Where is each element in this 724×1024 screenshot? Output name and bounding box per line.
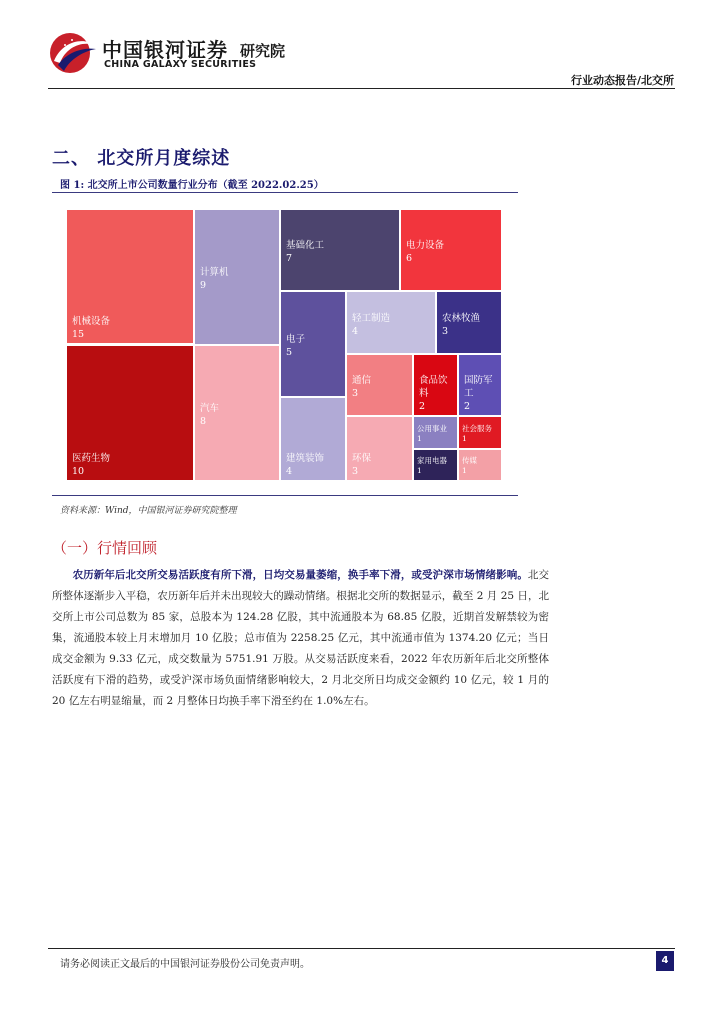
treemap-tile-label xyxy=(406,239,444,265)
treemap-tile xyxy=(280,397,346,481)
treemap-tile-name: 农林牧渔 xyxy=(442,312,481,324)
treemap-tile xyxy=(346,291,436,354)
treemap-tile-value: 1 xyxy=(417,466,422,475)
treemap-tile xyxy=(458,354,502,416)
treemap-tile-name: 建筑装饰 xyxy=(286,453,325,464)
company-name-en: CHINA GALAXY SECURITIES xyxy=(104,59,257,70)
galaxy-logo-icon xyxy=(48,31,98,75)
market-review-paragraph xyxy=(52,565,549,712)
treemap-tile-name: 电力设备 xyxy=(406,240,445,251)
treemap-tile-label xyxy=(200,266,229,292)
section-title: 二、 北交所月度综述 xyxy=(52,148,231,169)
treemap-tile-value: 4 xyxy=(286,466,293,477)
treemap-tile xyxy=(413,416,458,449)
treemap-tile-value: 15 xyxy=(72,329,85,340)
treemap-tile-value: 3 xyxy=(442,325,449,337)
treemap-tile-value: 1 xyxy=(417,433,422,443)
treemap-tile xyxy=(194,209,280,345)
treemap-tile xyxy=(413,449,458,481)
paragraph-lead: 农历新年后北交所交易活跃度有所下滑，日均交易量萎缩，换手率下滑，或受沪深市场情绪影响。 xyxy=(72,569,528,581)
treemap-tile-value: 2 xyxy=(464,401,471,412)
treemap-tile-name: 计算机 xyxy=(200,267,229,278)
treemap-tile-name: 通信 xyxy=(352,375,372,386)
treemap-tile xyxy=(458,416,502,449)
treemap-tile xyxy=(346,416,413,481)
page-number: 4 xyxy=(656,951,674,971)
treemap-tile-name: 传媒 xyxy=(462,456,477,465)
treemap-tile-name: 食品饮料 xyxy=(419,375,448,399)
treemap-tile-label xyxy=(72,315,110,341)
treemap-tile xyxy=(413,354,458,416)
treemap-tile-name: 公用事业 xyxy=(417,423,447,433)
treemap-tile-label xyxy=(417,424,447,444)
treemap-tile xyxy=(280,291,346,397)
treemap-tile-value: 3 xyxy=(352,388,359,399)
treemap-tile-value: 8 xyxy=(200,416,207,427)
treemap-tile-name: 基础化工 xyxy=(286,240,325,251)
treemap-tile-value: 6 xyxy=(406,253,413,264)
header-divider xyxy=(48,88,675,89)
treemap-tile-label xyxy=(200,402,219,428)
figure-source: 资料来源：Wind，中国银河证券研究院整理 xyxy=(60,506,237,516)
company-name-cn: 中国银河证券 xyxy=(102,38,228,62)
treemap-tile-label xyxy=(462,456,477,476)
treemap-tile-label xyxy=(419,374,456,413)
treemap-tile-name: 机械设备 xyxy=(72,316,111,327)
treemap-tile-label xyxy=(352,312,390,338)
treemap-tile-label xyxy=(352,452,371,478)
treemap-tile-name: 家用电器 xyxy=(417,456,447,465)
treemap-tile-name: 轻工制造 xyxy=(352,312,391,324)
treemap-tile-label xyxy=(72,452,110,478)
treemap-tile-label xyxy=(442,312,480,338)
treemap-tile-label xyxy=(286,452,324,478)
treemap-tile-name: 汽车 xyxy=(200,403,220,414)
treemap-tile xyxy=(346,354,413,416)
treemap-tile-value: 5 xyxy=(286,347,293,358)
treemap-tile-name: 环保 xyxy=(352,453,372,464)
treemap-tile-value: 4 xyxy=(352,325,359,337)
treemap-tile-value: 7 xyxy=(286,253,293,264)
figure-title: 图 1: 北交所上市公司数量行业分布（截至 2022.02.25） xyxy=(60,180,324,191)
treemap-tile xyxy=(280,209,400,291)
treemap-tile-name: 国防军工 xyxy=(464,375,493,399)
treemap-tile xyxy=(400,209,502,291)
footer-disclaimer: 请务必阅读正文最后的中国银河证券股份公司免责声明。 xyxy=(60,959,310,970)
report-type: 行业动态报告/北交所 xyxy=(570,74,674,87)
institute-name: 研究院 xyxy=(240,42,286,60)
treemap-tile xyxy=(66,209,194,344)
footer-divider xyxy=(48,948,675,949)
treemap-tile-value: 9 xyxy=(200,280,207,291)
treemap-tile-label xyxy=(286,239,324,265)
treemap-tile-name: 电子 xyxy=(286,334,306,345)
treemap-tile xyxy=(436,291,502,354)
treemap-tile-label xyxy=(352,374,371,400)
treemap-tile-label xyxy=(464,374,500,413)
treemap-tile-value: 1 xyxy=(462,433,467,443)
treemap-tile-value: 2 xyxy=(419,401,426,412)
treemap-tile-label xyxy=(286,333,305,359)
treemap-tile-name: 医药生物 xyxy=(72,453,111,464)
treemap-tile xyxy=(458,449,502,481)
treemap-tile-label xyxy=(462,424,492,444)
figure-bottom-rule xyxy=(52,495,518,496)
industry-treemap xyxy=(66,209,502,481)
treemap-tile-name: 社会服务 xyxy=(462,423,492,433)
subsection-title: （一）行情回顾 xyxy=(52,539,158,557)
treemap-tile-label xyxy=(417,456,447,476)
treemap-tile xyxy=(194,345,280,481)
treemap-tile-value: 1 xyxy=(462,466,467,475)
figure-top-rule xyxy=(52,192,518,193)
treemap-tile-value: 3 xyxy=(352,466,359,477)
treemap-tile xyxy=(66,345,194,481)
paragraph-body: 北交所整体逐渐步入平稳，农历新年后并未出现较大的躁动情绪。根据北交所的数据显示，截至 2 月 25 日，北交所上市公司总数为 85 家，总股本为 124.28 亿股，其中流通股本为 68.85 亿股，近期首发解禁较为密集，流通股本较上月末增加月 10 亿股；总市值为 2258.25 亿元，其中流通市值为 1374.20 亿元；当日成交金额为 9.33 亿元，成交数量为 5751.91 万股。从交易活跃度来看，2022 年农历新年后北交所整体活跃度有下滑的趋势，或受沪深市场负面情绪影响较大，2 月北交所日均成交金额约 10 亿元，较 1 月的 20 亿左右明显缩量，而 2 月整体日均换手率下滑至约在 1.0%左右。 xyxy=(52,569,549,707)
treemap-tile-value: 10 xyxy=(72,466,85,477)
